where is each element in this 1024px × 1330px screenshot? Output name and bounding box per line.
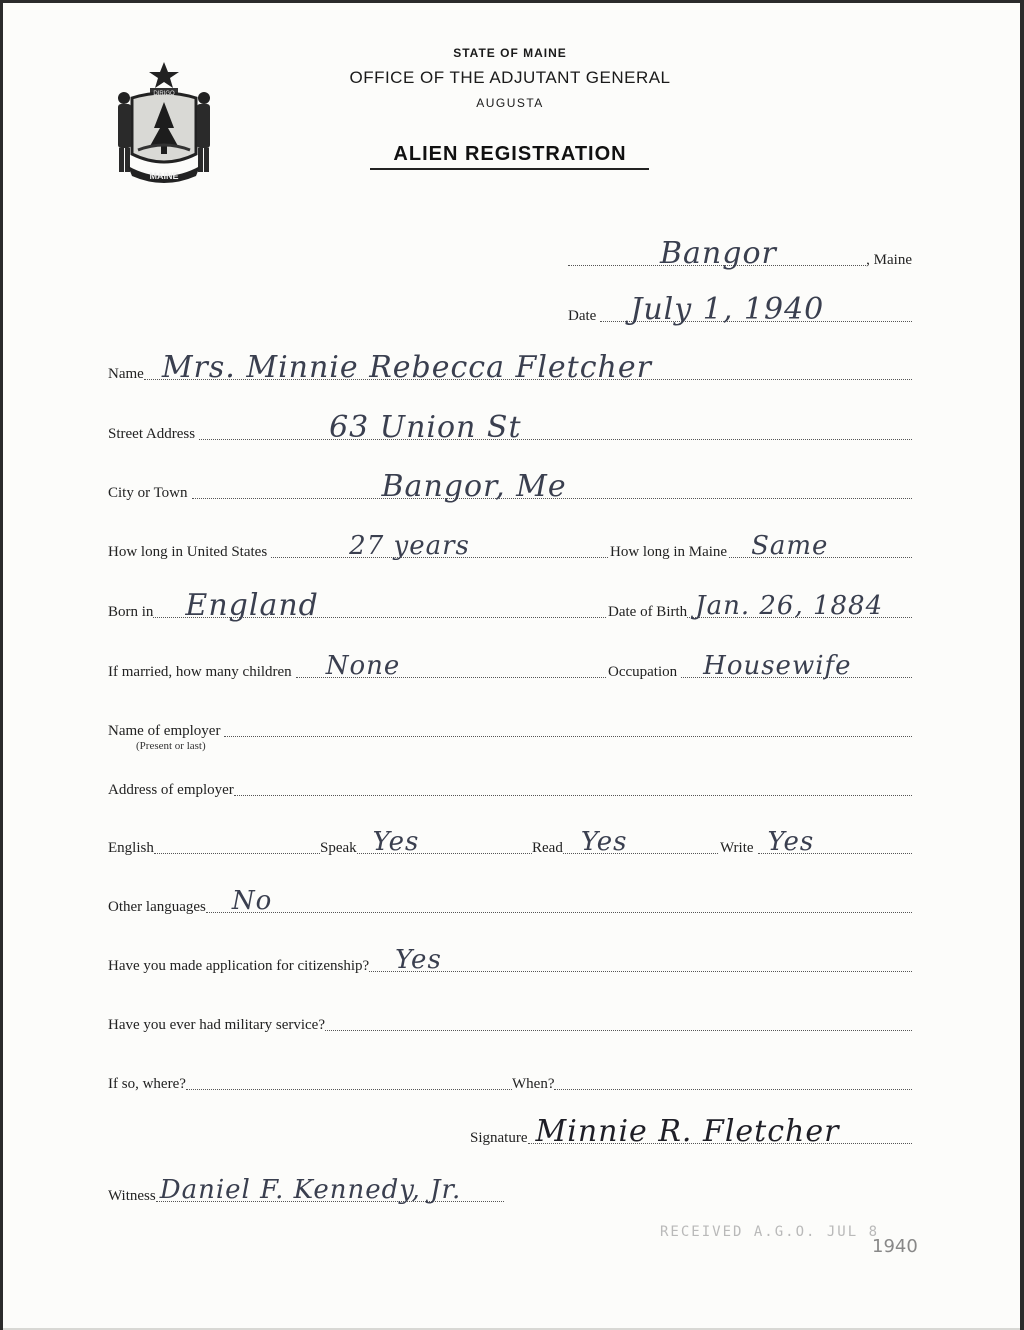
military-line[interactable]: [325, 1000, 912, 1031]
scan-edge-top: [0, 0, 1024, 3]
speak-value: Yes: [372, 827, 420, 857]
employer-name-line[interactable]: [224, 706, 912, 737]
date-row: [568, 292, 912, 327]
english-row: [108, 828, 320, 858]
military-label: Have you ever had military service?: [108, 1017, 325, 1033]
city-label: City or Town: [108, 485, 188, 501]
born-in-row: [108, 588, 606, 623]
date-line[interactable]: [600, 291, 912, 327]
city-row: [108, 469, 912, 504]
header-city: AUGUSTA: [476, 96, 544, 110]
born-in-value: England: [185, 588, 319, 623]
read-label: Read: [532, 840, 563, 856]
where-row: [108, 1064, 512, 1094]
employer-address-line[interactable]: [234, 765, 912, 796]
signature-label: Signature: [470, 1130, 528, 1146]
signature-line[interactable]: [528, 1113, 913, 1149]
scan-edge-right: [1020, 0, 1024, 1330]
place-line[interactable]: [568, 235, 866, 271]
street-row: [108, 410, 912, 445]
citizenship-value: Yes: [395, 945, 442, 975]
employer-address-label: Address of employer: [108, 782, 234, 798]
where-line[interactable]: [186, 1059, 512, 1090]
maine-seal-icon: [110, 58, 218, 184]
when-line[interactable]: [554, 1059, 912, 1090]
maine-years-value: Same: [751, 531, 829, 561]
name-row: [108, 350, 912, 385]
citizenship-line[interactable]: [369, 941, 912, 975]
place-value: Bangor: [660, 236, 777, 271]
seal-banner-text: MAINE: [149, 171, 179, 181]
speak-label: Speak: [320, 840, 357, 856]
us-years-line[interactable]: [271, 527, 608, 561]
dob-label: Date of Birth: [608, 604, 688, 620]
employer-name-row: [108, 711, 912, 741]
citizenship-label: Have you made application for citizenship?: [108, 958, 370, 974]
witness-value: Daniel F. Kennedy, Jr.: [159, 1175, 462, 1205]
speak-row: [320, 828, 532, 858]
employer-name-label: Name of employer: [108, 723, 221, 739]
signature-row: [470, 1114, 912, 1149]
seal-motto-text: DIRIGO: [153, 91, 175, 97]
street-value: 63 Union St: [329, 410, 522, 445]
received-stamp-year: 1940: [872, 1236, 918, 1257]
occupation-row: [608, 652, 912, 682]
name-label: Name: [108, 366, 144, 382]
city-value: Bangor, Me: [381, 469, 567, 504]
form-title: ALIEN REGISTRATION: [393, 143, 627, 165]
other-languages-row: [108, 887, 912, 917]
header-state: STATE OF MAINE: [453, 46, 567, 60]
read-value: Yes: [580, 827, 628, 857]
us-years-value: 27 years: [349, 531, 470, 561]
children-row: [108, 652, 606, 682]
header-office: OFFICE OF THE ADJUTANT GENERAL: [349, 68, 671, 87]
maine-years-row: [610, 532, 912, 562]
signature-value: Minnie R. Fletcher: [535, 1114, 840, 1149]
children-line[interactable]: [296, 647, 606, 681]
witness-line[interactable]: [156, 1171, 504, 1205]
read-row: [532, 828, 718, 858]
title-underline: [370, 168, 649, 170]
english-label: English: [108, 840, 154, 856]
maine-years-label: How long in Maine: [610, 544, 728, 560]
place-row: [568, 236, 912, 271]
us-years-row: [108, 532, 608, 562]
write-line[interactable]: [758, 823, 912, 857]
other-languages-line[interactable]: [206, 882, 912, 916]
write-row: [720, 828, 912, 858]
other-languages-value: No: [231, 886, 273, 916]
date-value: July 1, 1940: [630, 292, 825, 327]
us-years-label: How long in United States: [108, 544, 268, 560]
children-value: None: [325, 651, 401, 681]
occupation-value: Housewife: [703, 651, 852, 681]
other-languages-label: Other languages: [108, 899, 206, 915]
military-row: [108, 1005, 912, 1035]
dob-row: [608, 592, 912, 622]
dob-line[interactable]: [687, 587, 912, 621]
city-line[interactable]: [192, 468, 912, 504]
occupation-line[interactable]: [681, 647, 912, 681]
street-line[interactable]: [199, 409, 912, 445]
where-label: If so, where?: [108, 1076, 186, 1092]
born-in-line[interactable]: [153, 587, 606, 623]
employer-sublabel: (Present or last): [136, 740, 206, 752]
witness-row: [108, 1176, 504, 1206]
employer-address-row: [108, 770, 912, 800]
witness-label: Witness: [108, 1188, 156, 1204]
street-label: Street Address: [108, 426, 196, 442]
place-label: , Maine: [866, 252, 912, 268]
children-label: If married, how many children: [108, 664, 292, 680]
write-value: Yes: [767, 827, 815, 857]
english-line: [154, 823, 320, 854]
citizenship-row: [108, 946, 912, 976]
when-label: When?: [512, 1076, 555, 1092]
speak-line[interactable]: [357, 823, 532, 857]
date-label: Date: [568, 308, 597, 324]
received-stamp: RECEIVED A.G.O. JUL 8: [660, 1224, 880, 1240]
read-line[interactable]: [563, 823, 718, 857]
name-line[interactable]: [144, 349, 912, 385]
born-in-label: Born in: [108, 604, 154, 620]
write-label: Write: [720, 840, 754, 856]
occupation-label: Occupation: [608, 664, 678, 680]
maine-years-line[interactable]: [729, 527, 912, 561]
dob-value: Jan. 26, 1884: [695, 591, 884, 621]
name-value: Mrs. Minnie Rebecca Fletcher: [161, 350, 652, 385]
when-row: [512, 1064, 912, 1094]
scan-edge-left: [0, 0, 3, 1330]
